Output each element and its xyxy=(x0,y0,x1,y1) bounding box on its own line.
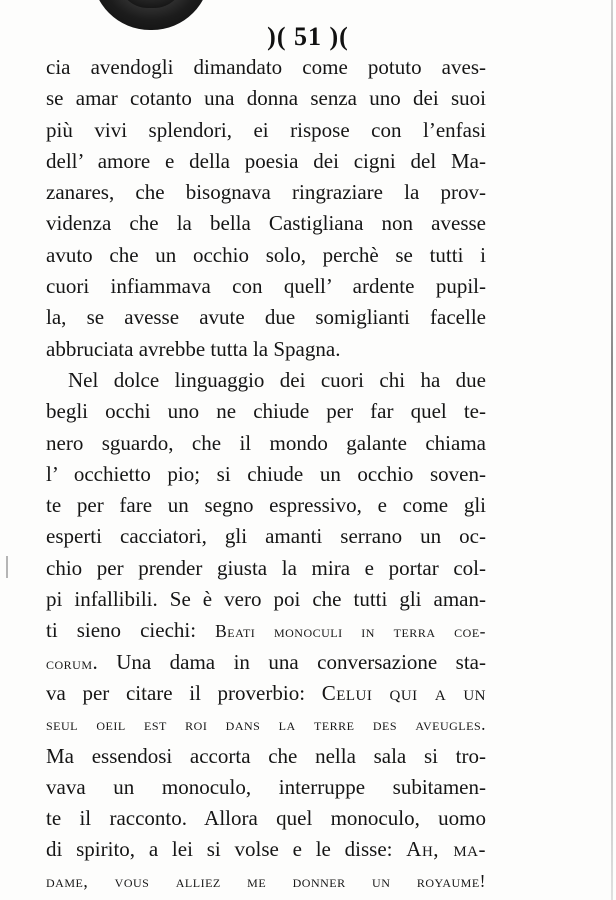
text-segment: ti sieno ciechi: xyxy=(46,618,216,643)
text-line: l’ occhietto pio; si chiude un occhio soven- xyxy=(46,461,486,486)
french-proverb: seul oeil est roi dans la terre des aveugles. xyxy=(46,714,486,735)
text-line: pi infallibili. Se è vero poi che tutti gli aman- xyxy=(46,587,486,612)
text-body xyxy=(46,52,486,897)
text-line: te il racconto. Allora quel monoculo, uomo xyxy=(46,806,486,831)
page-number: )( 51 )( xyxy=(267,22,349,51)
text-line: esperti cacciatori, gli amanti serrano un oc- xyxy=(46,524,486,549)
text-line xyxy=(46,678,486,709)
text-line xyxy=(46,647,486,678)
text-line: te per fare un segno espressivo, e come gli xyxy=(46,493,486,518)
page-edge xyxy=(611,0,613,900)
french-reply: dame, vous alliez me donner un royaume! xyxy=(46,870,486,891)
text-line: vava un monoculo, interruppe subitamen- xyxy=(46,774,486,799)
text-line: Nel dolce linguaggio dei cuori chi ha due xyxy=(68,367,486,392)
text-line: più vivi splendori, ei rispose con l’enfasi xyxy=(46,117,486,142)
french-reply: Ah, ma- xyxy=(406,837,486,862)
latin-quote: corum xyxy=(46,652,93,673)
text-line: avuto che un occhio solo, perchè se tutti i xyxy=(46,242,486,267)
text-line: abbruciata avrebbe tutta la Spagna. xyxy=(46,336,341,361)
text-line xyxy=(46,834,486,865)
text-line xyxy=(46,615,486,646)
text-line: videnza che la bella Castigliana non avesse xyxy=(46,211,486,236)
latin-quote: Beati monoculi in terra coe- xyxy=(215,621,486,642)
text-line: nero sguardo, che il mondo galante chiama xyxy=(46,430,486,455)
margin-mark xyxy=(6,556,8,578)
text-line: Ma essendosi accorta che nella sala si tro- xyxy=(46,743,486,768)
text-line: se amar cotanto una donna senza uno dei suoi xyxy=(46,86,486,111)
text-line: chio per prender giusta la mira e portar col- xyxy=(46,555,486,580)
text-line: dell’ amore e della poesia dei cigni del Ma- xyxy=(46,148,486,173)
text-line: zanares, che bisognava ringraziare la prov- xyxy=(46,180,486,205)
text-segment: . Una dama in una conversazione sta- xyxy=(92,649,486,674)
text-line: la, se avesse avute due somiglianti facelle xyxy=(46,305,486,330)
text-line: begli occhi uno ne chiude per far quel te- xyxy=(46,399,486,424)
text-segment: di spirito, a lei si volse e le disse: xyxy=(46,837,407,862)
text-line: cia avendogli dimandato come potuto aves- xyxy=(46,55,486,79)
text-segment: va per citare il proverbio: xyxy=(46,680,322,705)
french-proverb: Celui qui a un xyxy=(321,680,486,705)
text-line: cuori infiammava con quell’ ardente pupil- xyxy=(46,274,486,299)
